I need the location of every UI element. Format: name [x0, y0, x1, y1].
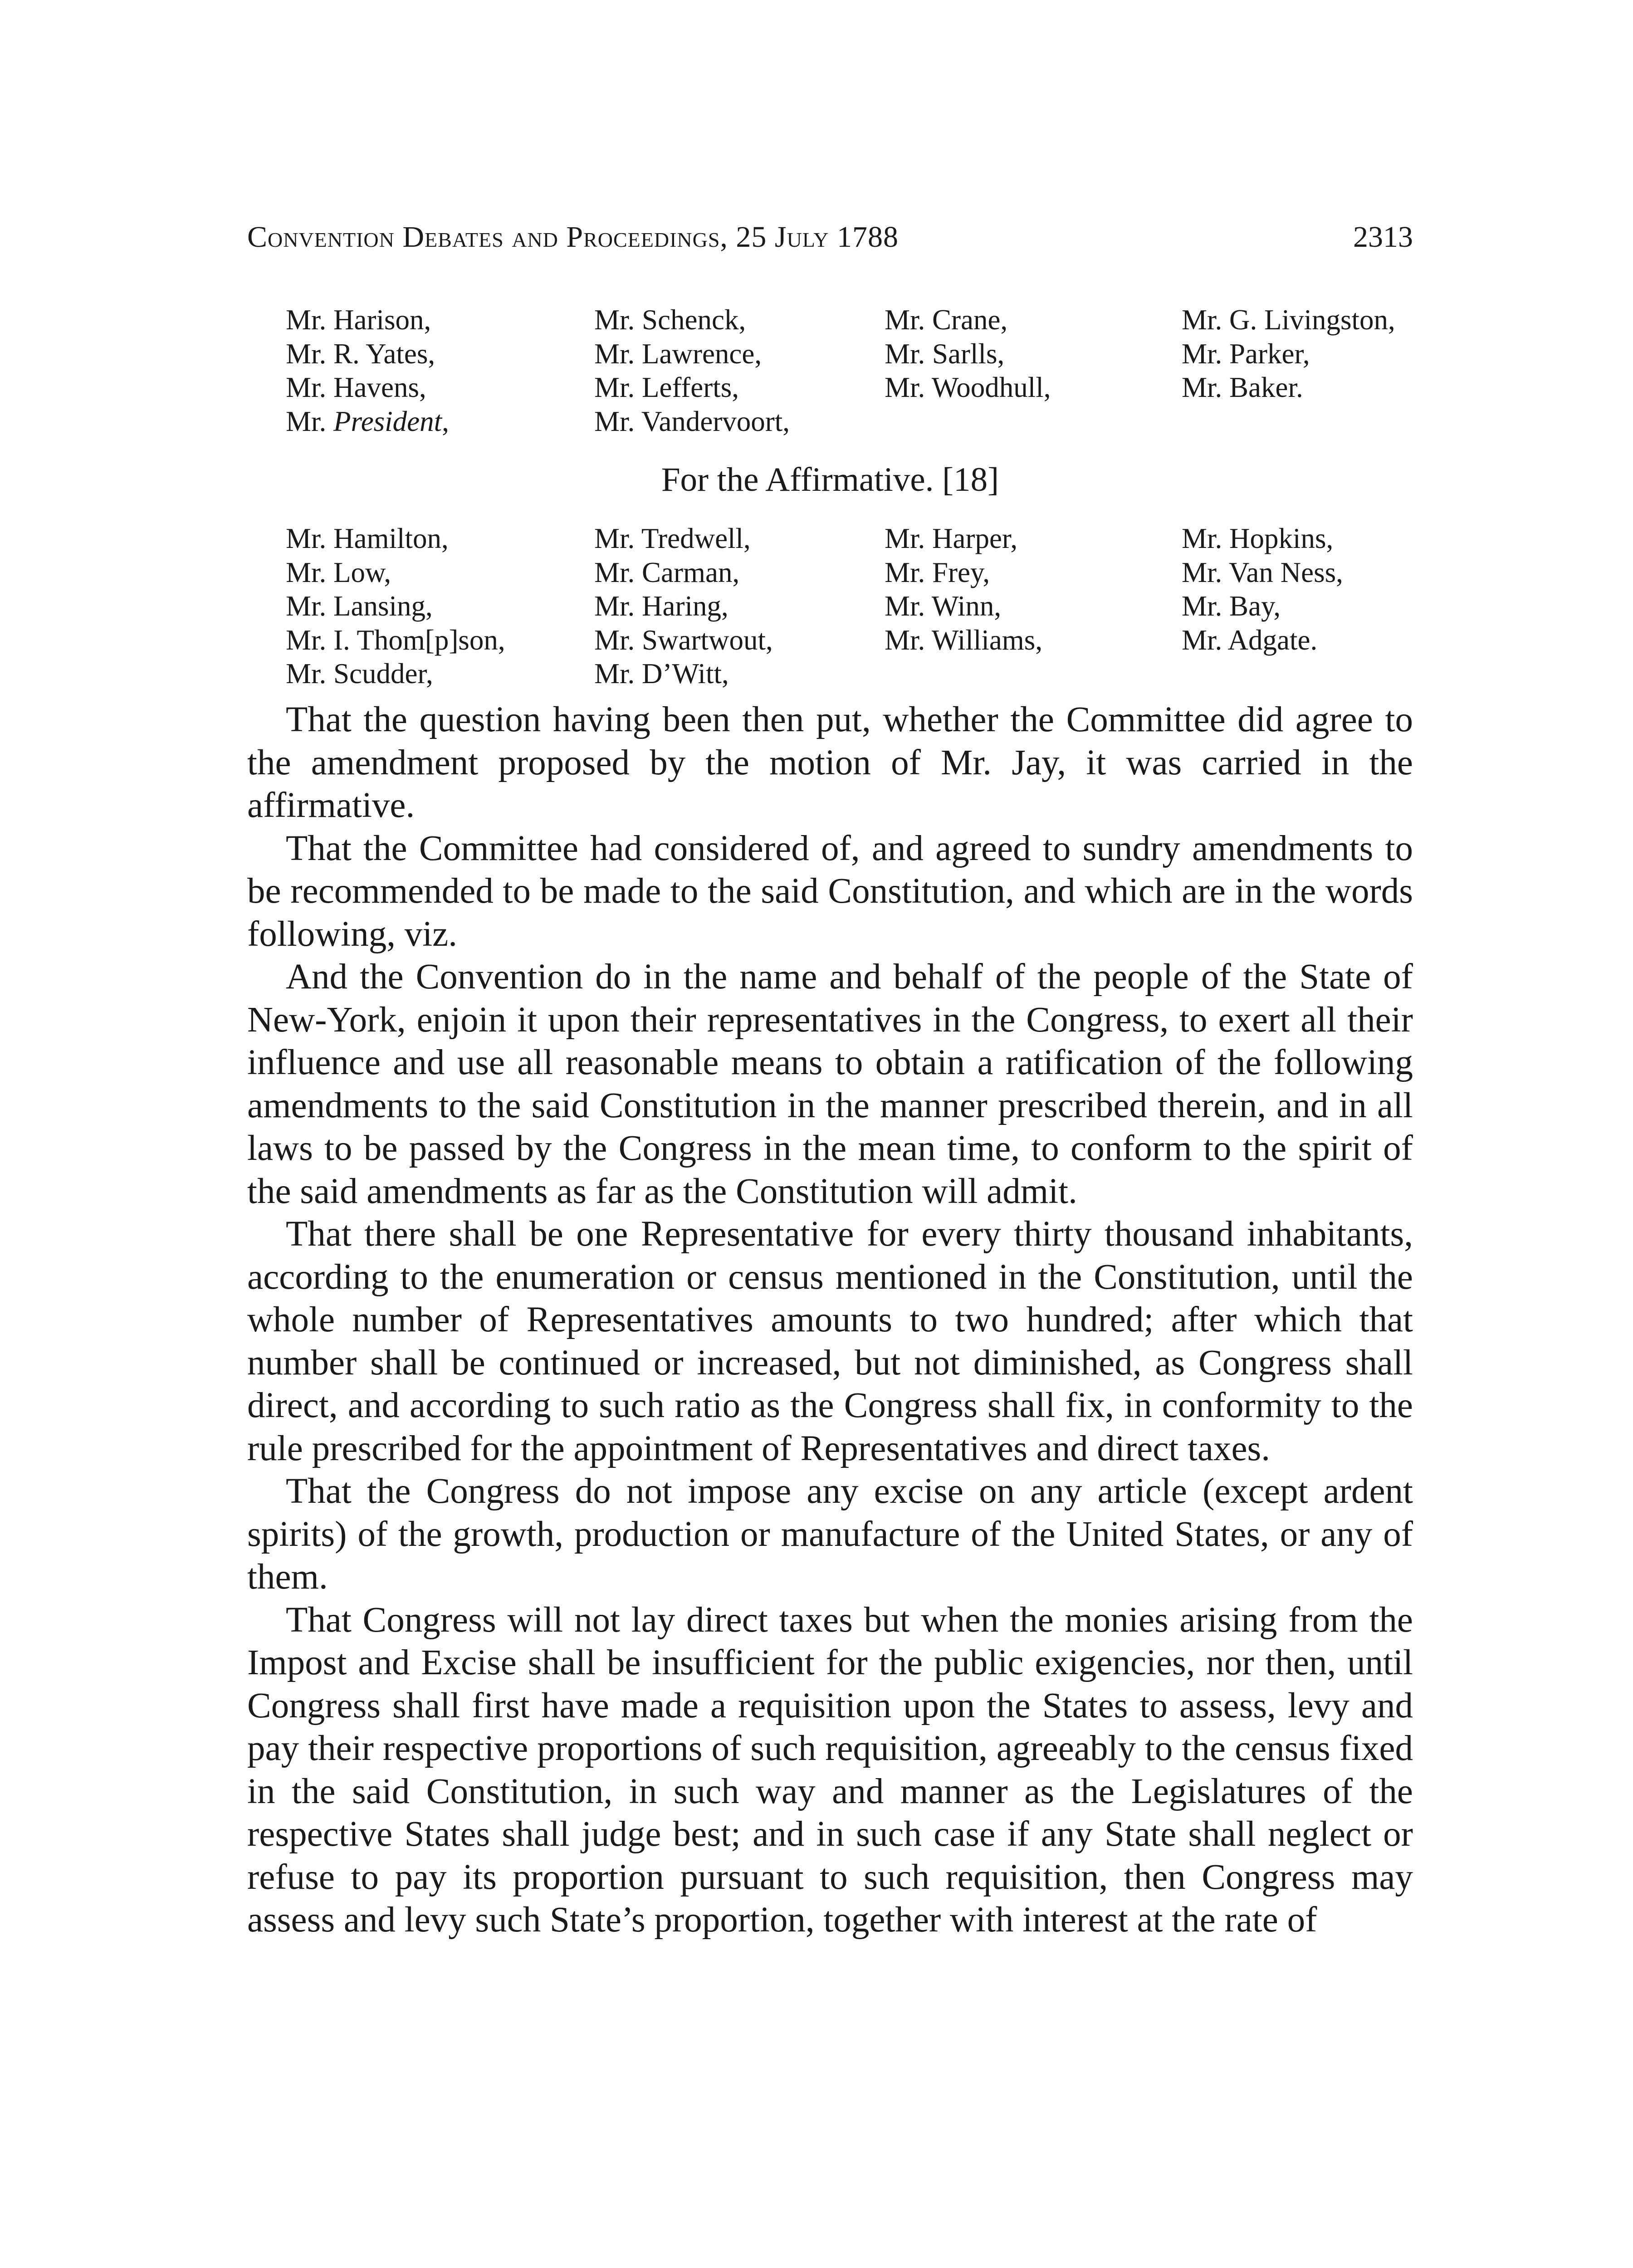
voter-name: Mr. Haring,	[594, 590, 728, 622]
voter-name: Mr. Schenck,	[594, 304, 746, 336]
voter-name: Mr. Tredwell,	[594, 523, 751, 554]
paragraph-excise: That the Congress do not impose any excise on any article (except ardent spirits) of the growth, production or manufacture of the United States, or any of them.	[247, 1471, 1413, 1597]
voter-name: Mr. Harison,	[286, 304, 431, 336]
voter-name: Mr. Low,	[286, 556, 391, 588]
president-prefix: Mr.	[286, 405, 334, 437]
affirmative-heading: For the Affirmative. [18]	[661, 461, 999, 499]
voter-name: Mr. Lansing,	[286, 590, 433, 622]
voter-name-empty	[885, 657, 1182, 691]
voter-name: Mr. D’Witt,	[594, 658, 729, 689]
voter-name: Mr. Williams,	[885, 624, 1043, 656]
voter-name: Mr. I. Thom[p]son,	[286, 624, 505, 656]
voter-name: Mr. Carman,	[594, 556, 740, 588]
affirmative-vote-list	[286, 522, 1429, 691]
voter-name: Mr. G. Livingston,	[1182, 304, 1395, 336]
voter-name: Mr. Scudder,	[286, 658, 433, 689]
voter-name: Mr. Havens,	[286, 371, 426, 403]
voter-name-president	[286, 405, 594, 439]
paragraph-direct-taxes: That Congress will not lay direct taxes but when the monies arising from the Impost and Excise shall be insufficient for the public exigencies, nor then, until Congress shall first have made a requisition upon the States to assess, levy and pay their respective proportions of such requisition, agreeably to the census fixed in the said Constitution, in such way and manner as the Legislatures of the respective States shall judge best; and in such case if any State shall neglect or refuse to pay its proportion pursuant to such requisition, then Congress may assess and levy such State’s proportion, together with interest at the rate of	[247, 1600, 1413, 1940]
voter-name: Mr. Swartwout,	[594, 624, 773, 656]
voter-name: Mr. Frey,	[885, 556, 990, 588]
voter-name: Mr. Winn,	[885, 590, 1002, 622]
voter-name: Mr. Lefferts,	[594, 371, 739, 403]
paragraph-committee-amendments: That the Committee had considered of, and agreed to sundry amendments to be recommended to be made to the said Constitution, and which are in the words following, viz.	[247, 828, 1413, 954]
paragraph-representatives: That there shall be one Representative for every thirty thousand inhabitants, according to the enumeration or census mentioned in the Constitution, until the whole number of Representatives amounts to two hundred; after which that number shall be continued or increased, but not diminished, as Congress shall direct, and according to such ratio as the Congress shall fix, in conformity to the rule prescribed for the appointment of Representatives and direct taxes.	[247, 1214, 1413, 1468]
voter-name: Mr. Crane,	[885, 304, 1008, 336]
voter-name-empty	[885, 405, 1182, 439]
president-word: President	[333, 405, 442, 437]
president-suffix: ,	[442, 405, 449, 437]
voter-name: Mr. Hamilton,	[286, 523, 449, 554]
voter-name: Mr. R. Yates,	[286, 337, 435, 370]
negative-vote-list	[286, 303, 1429, 438]
voter-name: Mr. Sarlls,	[885, 337, 1005, 370]
voter-name-empty	[1182, 657, 1429, 691]
voter-name: Mr. Parker,	[1182, 337, 1310, 370]
voter-name: Mr. Lawrence,	[594, 337, 762, 370]
voter-name: Mr. Adgate.	[1182, 624, 1318, 656]
running-head	[247, 217, 1413, 258]
voter-name: Mr. Woodhull,	[885, 371, 1051, 403]
voter-name: Mr. Harper,	[885, 523, 1018, 554]
voter-name: Mr. Van Ness,	[1182, 556, 1343, 588]
running-title: Convention Debates and Proceedings, 25 July 1788	[247, 220, 899, 254]
voter-name: Mr. Baker.	[1182, 371, 1303, 403]
voter-name: Mr. Bay,	[1182, 590, 1281, 622]
page-number: 2313	[1353, 220, 1413, 254]
paragraph-question-put: That the question having been then put, whether the Committee did agree to the amendment proposed by the motion of Mr. Jay, it was carried in the affirmative.	[247, 700, 1413, 825]
body-text	[247, 699, 1413, 1942]
paragraph-convention-enjoin: And the Convention do in the name and behalf of the people of the State of New-York, enjoin it upon their representatives in the Congress, to exert all their influence and use all reasonable means to obtain a ratification of the following amendments to the said Constitution in the manner prescribed therein, and in all laws to be passed by the Congress in the mean time, to conform to the spirit of the said amendments as far as the Constitution will admit.	[247, 957, 1413, 1211]
voter-name-empty	[1182, 405, 1429, 439]
voter-name: Mr. Vandervoort,	[594, 405, 790, 437]
voter-name: Mr. Hopkins,	[1182, 523, 1334, 554]
